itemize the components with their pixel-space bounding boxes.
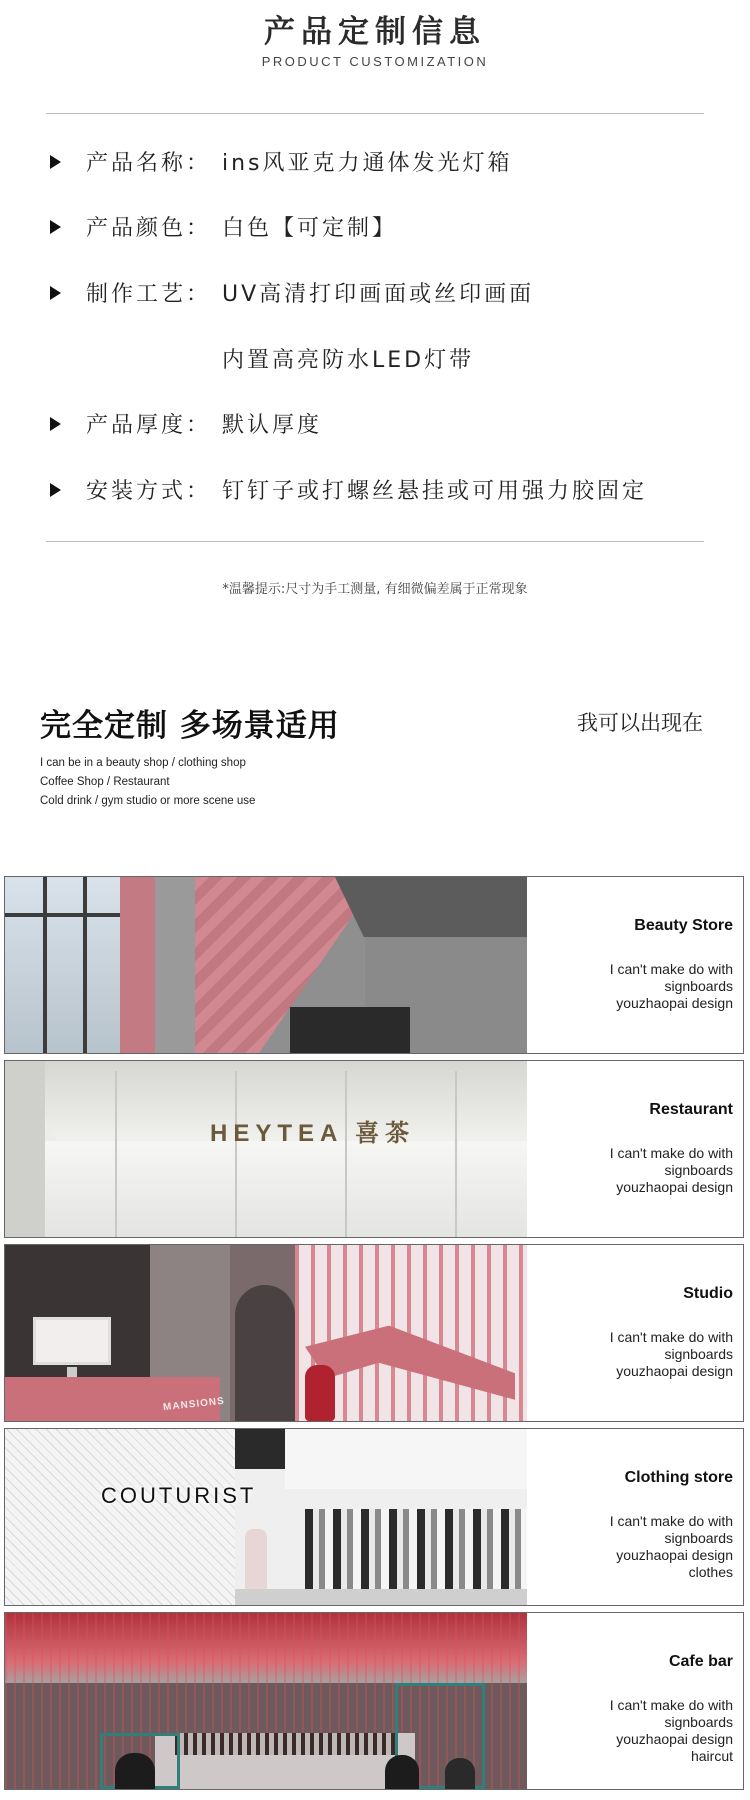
scene-desc-line: clothes — [688, 1564, 733, 1580]
scene-name: Beauty Store — [634, 917, 733, 934]
spec-label: 制作工艺： — [86, 282, 212, 307]
person — [385, 1755, 419, 1789]
spec-label: 产品名称： — [86, 151, 212, 176]
spec-label: 产品厚度： — [86, 413, 212, 438]
scene-desc — [610, 1145, 733, 1196]
scene-desc — [610, 1329, 733, 1380]
spec-value: UV高清打印画面或丝印画面 — [222, 282, 535, 307]
spec-row-install — [0, 474, 750, 508]
spec-value: 默认厚度 — [222, 413, 323, 438]
spec-value: 内置高亮防水LED灯带 — [222, 348, 475, 373]
scene-desc — [610, 1697, 733, 1765]
glass-frame — [235, 1071, 237, 1237]
spec-label: 安装方式： — [86, 479, 212, 504]
scene-desc-line: youzhaopai design — [616, 1547, 733, 1563]
scene-name: Restaurant — [649, 1101, 733, 1118]
window-frame — [43, 877, 47, 1053]
white-fixture — [285, 1429, 527, 1489]
divider-top — [46, 113, 704, 114]
scene-photo — [5, 877, 527, 1053]
scene-photo — [5, 1613, 527, 1789]
scene-desc — [610, 961, 733, 1012]
scene-name: Clothing store — [624, 1469, 733, 1486]
spec-row-process — [0, 277, 750, 311]
page-subtitle: PRODUCT CUSTOMIZATION — [261, 54, 489, 69]
monitor — [33, 1317, 111, 1365]
scene-card-clothing-store — [4, 1428, 744, 1606]
bullet-arrow-icon — [50, 417, 61, 431]
scene-text — [527, 1429, 743, 1605]
red-statue — [305, 1365, 335, 1421]
scene-text — [527, 1061, 743, 1237]
spec-value: ins风亚克力通体发光灯箱 — [222, 151, 513, 176]
scene-desc-line: signboards — [664, 1714, 733, 1730]
pink-wall — [120, 877, 155, 1053]
section-line: Coffee Shop / Restaurant — [40, 776, 170, 788]
glass-frame — [455, 1071, 457, 1237]
scene-desc-line: signboards — [664, 978, 733, 994]
heytea-logo: HEYTEA 喜茶 — [210, 1120, 416, 1147]
scene-card-beauty-store — [4, 876, 744, 1054]
scene-card-cafe-bar — [4, 1612, 744, 1790]
scene-name: Studio — [683, 1285, 733, 1302]
mansions-logo: MANSIONS — [162, 1395, 226, 1414]
scene-desc-line: signboards — [664, 1346, 733, 1362]
spec-row-color — [0, 211, 750, 245]
scene-desc-line: signboards — [664, 1162, 733, 1178]
scene-text — [527, 1245, 743, 1421]
section-line: Cold drink / gym studio or more scene use — [40, 795, 256, 807]
scene-desc-line: I can't make do with — [609, 1329, 733, 1345]
scene-desc-line: youzhaopai design — [616, 995, 733, 1011]
spec-label: 产品颜色： — [86, 216, 212, 241]
glass-frame — [115, 1071, 117, 1237]
scene-desc — [610, 1513, 733, 1581]
spec-value: 白色【可定制】 — [222, 216, 398, 241]
section-side-text: 我可以出现在 — [577, 711, 703, 735]
bottle-shelf — [175, 1733, 395, 1755]
window-frame — [5, 913, 120, 917]
arch-door — [235, 1285, 295, 1421]
scene-photo — [5, 1245, 527, 1421]
scene-desc-line: youzhaopai design — [616, 1179, 733, 1195]
bullet-arrow-icon — [50, 286, 61, 300]
scene-card-restaurant — [4, 1060, 744, 1238]
divider-bottom — [46, 541, 704, 542]
scene-desc-line: I can't make do with — [609, 1697, 733, 1713]
spec-row-name — [0, 146, 750, 180]
left-door — [5, 1061, 45, 1237]
scene-desc-line: I can't make do with — [609, 961, 733, 977]
floor — [235, 1589, 527, 1605]
glass-frame — [345, 1071, 347, 1237]
mannequin — [245, 1529, 267, 1595]
scene-text — [527, 1613, 743, 1789]
person — [115, 1753, 155, 1789]
window-frame — [83, 877, 87, 1053]
bullet-arrow-icon — [50, 220, 61, 234]
doorway — [290, 1007, 410, 1053]
patterned-wall — [5, 1429, 235, 1605]
scene-desc-line: haircut — [690, 1748, 733, 1764]
scene-photo — [5, 1429, 527, 1605]
scene-desc-line: I can't make do with — [609, 1513, 733, 1529]
glass-wall — [35, 1141, 527, 1237]
measurement-note: *温馨提示:尺寸为手工测量, 有细微偏差属于正常现象 — [222, 582, 528, 597]
spec-row-process-2 — [0, 343, 750, 377]
section-line: I can be in a beauty shop / clothing shop — [40, 757, 246, 769]
scene-desc-line: I can't make do with — [609, 1145, 733, 1161]
dark-ceiling — [335, 877, 527, 937]
spec-value: 钉钉子或打螺丝悬挂或可用强力胶固定 — [222, 479, 648, 504]
section-title: 完全定制 多场景适用 — [40, 708, 340, 744]
scene-desc-line: youzhaopai design — [616, 1363, 733, 1379]
spec-row-thickness — [0, 408, 750, 442]
scene-name: Cafe bar — [668, 1653, 733, 1670]
scene-desc-line: signboards — [664, 1530, 733, 1546]
page-title: 产品定制信息 — [264, 14, 486, 50]
bullet-arrow-icon — [50, 155, 61, 169]
bullet-arrow-icon — [50, 483, 61, 497]
scene-photo — [5, 1061, 527, 1237]
couturist-logo: COUTURIST — [101, 1483, 257, 1508]
person — [445, 1758, 475, 1789]
scene-text — [527, 877, 743, 1053]
grey-wall — [155, 877, 195, 1053]
window-panel — [5, 877, 120, 1053]
scene-card-studio — [4, 1244, 744, 1422]
scene-desc-line: youzhaopai design — [616, 1731, 733, 1747]
